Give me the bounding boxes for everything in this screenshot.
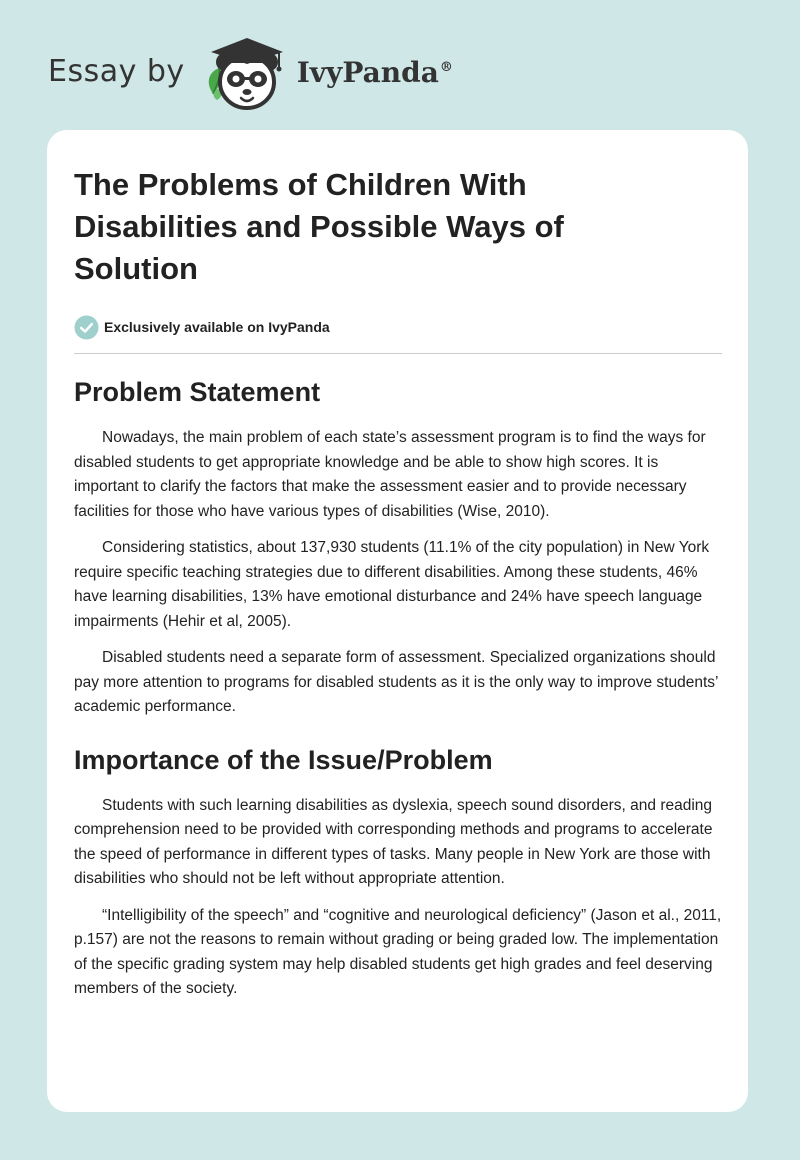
title-divider — [74, 353, 722, 354]
paragraph: Disabled students need a separate form of assessment. Specialized organizations should pay more attention to programs for disabled students as it is the only way to improve students’ academic performance. — [74, 649, 718, 715]
exclusive-label: Exclusively available on IvyPanda — [104, 319, 330, 335]
brand-prefix: Essay by — [48, 53, 185, 89]
check-circle-icon — [74, 315, 99, 340]
paragraph: “Intelligibility of the speech” and “cognitive and neurological deficiency” (Jason et al., 2011, p.157) are not the reasons to remain without grading or being graded low. The implementation of the specific grading system may help disabled students get high grades and feel deserving members of the society. — [74, 906, 722, 997]
section-heading: Importance of the Issue/Problem — [74, 744, 493, 775]
section-body — [74, 794, 722, 1002]
brand-name-text: IvyPanda — [296, 55, 439, 89]
panda-graduate-icon[interactable] — [199, 34, 295, 114]
brand-header — [48, 34, 453, 114]
paragraph: Nowadays, the main problem of each state’s assessment program is to find the ways for disabled students to get appropriate knowledge and be able to show high scores. It is important to clarify the factors that make the assessment easier and to provide necessary facilities for those who have various types of disabilities (Wise, 2010). — [74, 429, 706, 520]
section-problem-statement — [74, 375, 722, 720]
paragraph: Considering statistics, about 137,930 students (11.1% of the city population) in New York require specific teaching strategies due to different disabilities. Among these students, 46% have learning disabilities, 13% have emotional disturbance and 24% have speech language impairments (Hehir et al, 2005). — [74, 539, 710, 630]
exclusive-badge — [74, 314, 722, 340]
section-heading: Problem Statement — [74, 377, 321, 407]
section-body — [74, 426, 722, 720]
brand-name — [297, 56, 453, 89]
registered-mark: ® — [439, 60, 453, 76]
essay-card — [47, 130, 748, 1112]
essay-title: The Problems of Children With Disabilities and Possible Ways of Solution — [74, 167, 564, 286]
section-importance — [74, 743, 722, 1002]
paragraph: Students with such learning disabilities as dyslexia, speech sound disorders, and reading comprehension need to be provided with corresponding methods and programs to accelerate the speed of performance in different types of tasks. Many people in New York are those with disabilities who should not be left without appropriate attention. — [74, 796, 713, 887]
